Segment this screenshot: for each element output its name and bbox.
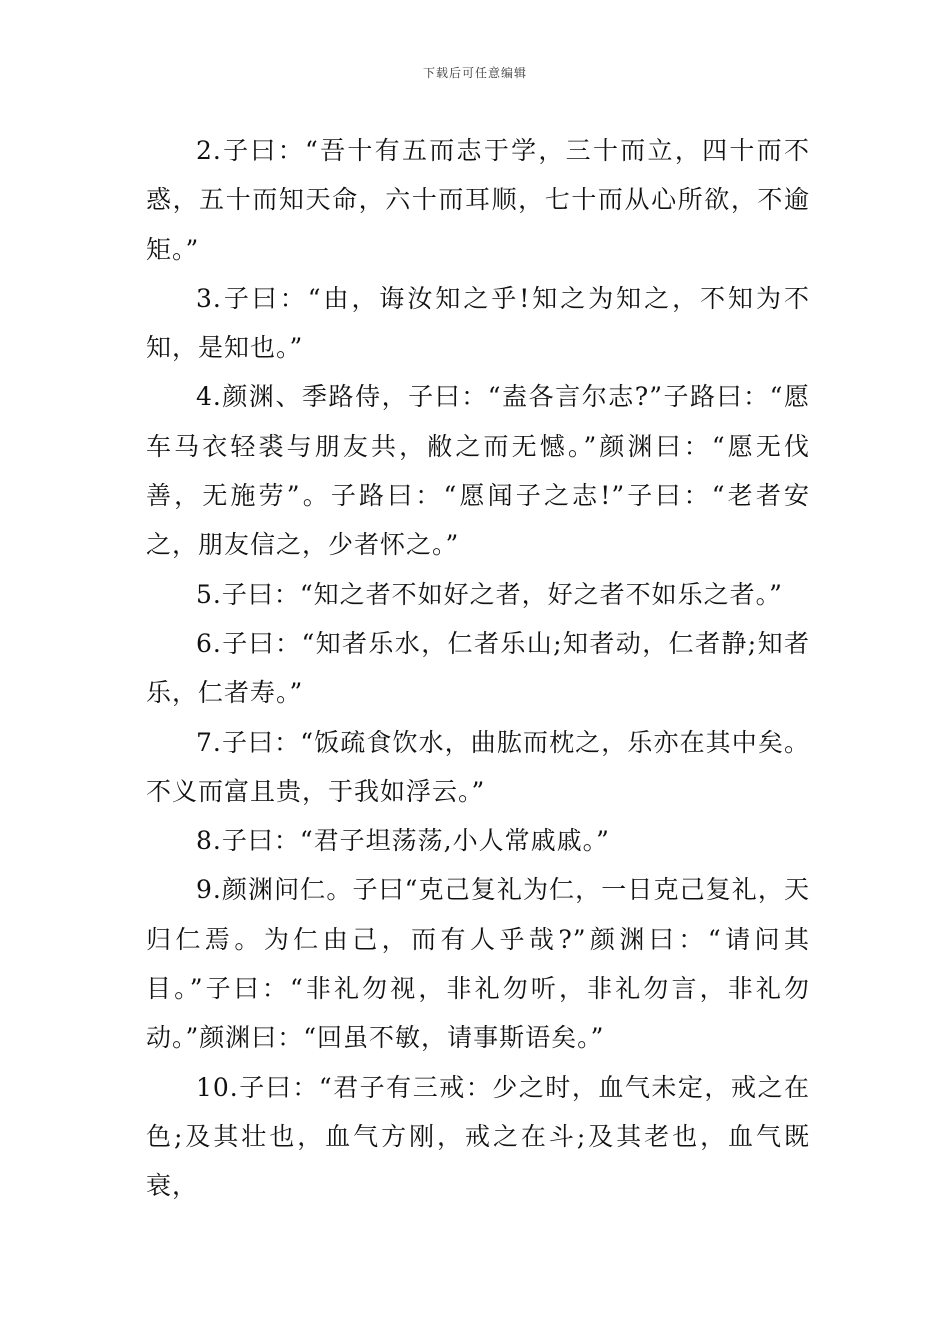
paragraph-10: 10.子曰：“君子有三戒：少之时，血气未定，戒之在色;及其壮也，血气方刚，戒之在斗;及其老也，血气既衰，	[146, 1072, 810, 1201]
paragraph-4: 4.颜渊、季路侍，子曰：“盍各言尔志?”子路曰：“愿车马衣轻裘与朋友共，敝之而无憾。”颜渊曰：“愿无伐善，无施劳”。子路曰：“愿闻子之志!”子曰：“老者安之，朋友信之，少者怀之。”	[146, 382, 810, 560]
paragraph-6: 6.子曰：“知者乐水，仁者乐山;知者动，仁者静;知者乐，仁者寿。”	[146, 628, 810, 708]
paragraph-7: 7.子曰：“饭疏食饮水，曲肱而枕之，乐亦在其中矣。不义而富且贵，于我如浮云。”	[146, 727, 810, 806]
paragraph-5: 5.子曰：“知之者不如好之者，好之者不如乐之者。”	[196, 579, 783, 609]
document-body	[146, 126, 810, 1211]
paragraph-2: 2.子曰：“吾十有五而志于学，三十而立，四十而不惑，五十而知天命，六十而耳顺，七十而从心所欲，不逾矩。”	[146, 136, 810, 264]
paragraph-8: 8.子曰：“君子坦荡荡,小人常戚戚。”	[196, 826, 610, 856]
paragraph-9: 9.颜渊问仁。子曰“克己复礼为仁，一日克己复礼，天归仁焉。为仁由己，而有人乎哉?”颜渊曰：“请问其目。”子曰：“非礼勿视，非礼勿听，非礼勿言，非礼勿动。”颜渊曰：“回虽不敏，请事斯语矣。”	[146, 875, 810, 1053]
paragraph-3: 3.子曰：“由，诲汝知之乎!知之为知之，不知为不知，是知也。”	[146, 283, 810, 363]
page-header: 下载后可任意编辑	[422, 66, 527, 80]
